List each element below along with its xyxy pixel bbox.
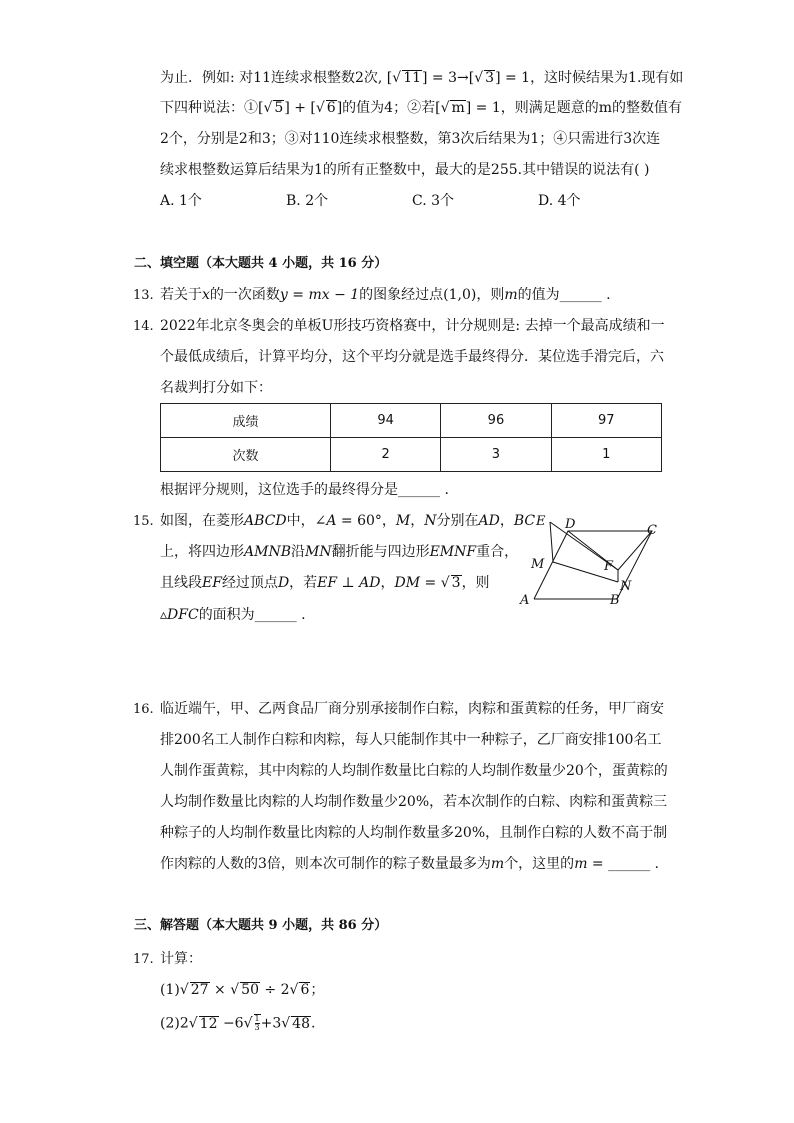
label-b: B	[610, 593, 620, 608]
q17-number: 17.	[133, 952, 154, 967]
table-row	[161, 438, 662, 472]
fraction-one-third: $\frac{1}{3}$	[254, 1014, 260, 1032]
q15-line-4: ▵DFC的面积为______ .	[160, 607, 306, 623]
label-m: M	[531, 557, 545, 572]
table-cell: 1	[551, 438, 661, 472]
q16-line-3: 人制作蛋黄粽，其中肉粽的人均制作数量比白粽的人均制作数量少20个，蛋黄粽的	[160, 763, 668, 779]
q12-line-2: 下四种说法：①[√ 5] + [√ 6]的值为4；②若[√ m] = 1，则满足题意的m的整数值有	[160, 100, 683, 116]
table-cell: 次数	[161, 438, 331, 472]
q16-line-5: 种粽子的人均制作数量比肉粽的人均制作数量多20%，且制作白粽的人数不高于制	[160, 825, 668, 841]
q13-number: 13.	[133, 288, 154, 303]
table-cell: 97	[551, 404, 661, 438]
table-cell: 96	[441, 404, 551, 438]
table-cell: 94	[330, 404, 440, 438]
label-c: C	[647, 523, 657, 538]
q17-part-1: (1)√ 27 × √ 50 ÷ 2√ 6；	[160, 982, 325, 998]
score-table	[160, 403, 662, 472]
label-e: E	[536, 514, 546, 529]
q12-option-c[interactable]: C. 3个	[412, 193, 455, 209]
label-n: N	[620, 579, 632, 594]
table-cell: 3	[441, 438, 551, 472]
q17-part-2: (2)2√ 12 −6√ $\frac{1}{3}$ +3√ 48.	[160, 1014, 316, 1032]
q16-line-1: 临近端午，甲、乙两食品厂商分别承接制作白粽，肉粽和蛋黄粽的任务，甲厂商安	[160, 701, 664, 717]
section-3-title: 三、解答题（本大题共 9 小题，共 86 分）	[134, 918, 388, 933]
table-cell: 成绩	[161, 404, 331, 438]
table-cell: 2	[330, 438, 440, 472]
q15-line-3: 且线段EF经过顶点D，若EF ⊥ AD，DM = √ 3，则	[160, 575, 490, 591]
segment-em	[550, 522, 553, 562]
rhombus-fold-figure	[510, 510, 670, 610]
q16-line-2: 排200名工人制作白粽和肉粽，每人只能制作其中一种粽子，乙厂商安排100名工	[160, 732, 662, 748]
q12-option-a[interactable]: A. 1个	[160, 193, 202, 209]
q16-line-4: 人均制作数量比肉粽的人均制作数量少20%，若本次制作的白粽、肉粽和蛋黄粽三	[160, 794, 668, 810]
q12-line-3: 2个，分别是2和3；③对110连续求根整数，第3次后结果为1；④只需进行3次连	[160, 131, 661, 147]
label-f: F	[604, 559, 614, 574]
q16-number: 16.	[133, 702, 154, 717]
q14-line-3: 名裁判打分如下：	[160, 380, 272, 396]
label-a: A	[520, 593, 530, 608]
label-d: D	[565, 517, 576, 532]
q12-option-d[interactable]: D. 4个	[538, 193, 581, 209]
q16-line-6: 作肉粽的人数的3倍，则本次可制作的粽子数量最多为m个，这里的m = ______ .	[160, 856, 659, 872]
q14-number: 14.	[133, 319, 154, 334]
q15-line-1: 如图，在菱形ABCD中，∠A = 60°，M，N分别在AD，BC	[160, 513, 536, 529]
table-row	[161, 404, 662, 438]
sqrt-11: 11	[403, 70, 422, 86]
sqrt-3: 3	[485, 70, 495, 86]
q12-line-1: 为止．例如: 对11连续求根整数2次, [√ 11] = 3→[√ 3] = 1，这时候结果为1.现有如	[160, 70, 684, 86]
q14-line-1: 2022年北京冬奥会的单板U形技巧资格赛中，计分规则是: 去掉一个最高成绩和一	[160, 318, 665, 334]
q12-line-4: 续求根整数运算后结果为1的所有正整数中，最大的是255.其中错误的说法有( )	[160, 162, 650, 178]
q14-answer-line: 根据评分规则，这位选手的最终得分是______ .	[160, 482, 449, 498]
q15-number: 15.	[133, 514, 154, 529]
q13-text: 若关于x的一次函数y = mx − 1的图象经过点(1,0)，则m的值为______ .	[160, 287, 611, 303]
q12-option-b[interactable]: B. 2个	[286, 193, 329, 209]
q14-line-2: 个最低成绩后，计算平均分，这个平均分就是选手最终得分．某位选手滑完后，六	[160, 349, 664, 365]
q17-intro: 计算：	[160, 951, 202, 967]
q15-line-2: 上，将四边形AMNB沿MN翻折能与四边形EMNF重合，	[160, 544, 519, 560]
section-2-title: 二、填空题（本大题共 4 小题，共 16 分）	[134, 256, 388, 271]
